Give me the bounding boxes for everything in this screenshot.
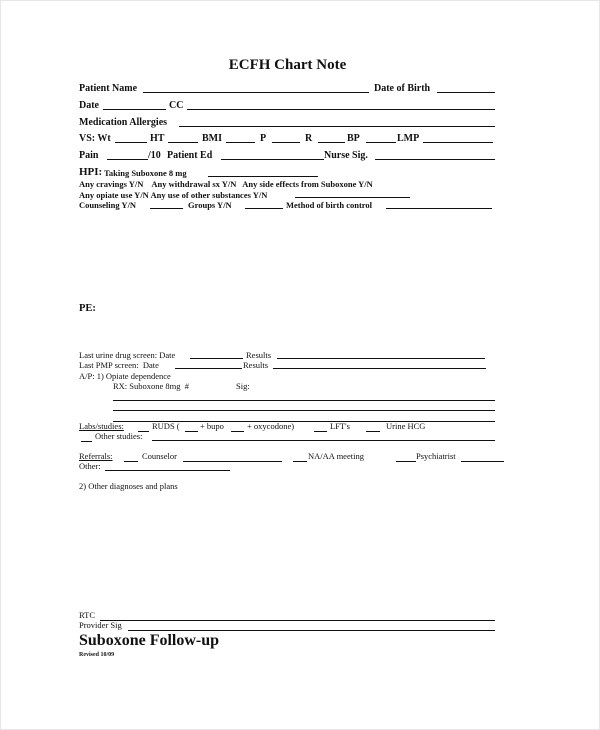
hpi-questions-1: Any cravings Y/N Any withdrawal sx Y/N Any side effects from Suboxone Y/N <box>79 179 373 189</box>
plan-line-2[interactable] <box>113 410 495 411</box>
ht-label: HT <box>150 133 165 144</box>
hcg-label: Urine HCG <box>386 421 426 431</box>
patient-name-field[interactable] <box>143 92 369 93</box>
cc-label: CC <box>169 100 184 111</box>
other-studies-field[interactable] <box>152 440 495 441</box>
allergies-label: Medication Allergies <box>79 117 168 128</box>
lmp-field[interactable] <box>423 142 493 143</box>
urine-date-field[interactable] <box>190 358 243 359</box>
rtc-label: RTC <box>79 610 96 620</box>
psychiatrist-check[interactable] <box>396 461 416 462</box>
labs-label: Labs/studies: <box>79 421 124 431</box>
date-field[interactable] <box>103 109 166 110</box>
provider-sig-label: Provider Sig <box>79 620 122 630</box>
psychiatrist-label: Psychiatrist <box>416 451 456 461</box>
ap-label: A/P: 1) Opiate dependence <box>79 371 171 381</box>
referral-other-field[interactable] <box>105 470 230 471</box>
r-label: R <box>305 133 313 144</box>
pmp-screen-label: Last PMP screen: Date <box>79 360 159 370</box>
patient-name-label: Patient Name <box>79 83 138 94</box>
bp-label: BP <box>347 133 360 144</box>
plan-line-1[interactable] <box>113 400 495 401</box>
hcg-check[interactable] <box>366 431 380 432</box>
p-label: P <box>260 133 267 144</box>
nurse-sig-label: Nurse Sig. <box>324 150 368 161</box>
counselor-field[interactable] <box>183 461 282 462</box>
bmi-field[interactable] <box>226 142 255 143</box>
urine-screen-label: Last urine drug screen: Date <box>79 350 176 360</box>
r-field[interactable] <box>318 142 345 143</box>
counselor-check[interactable] <box>124 461 138 462</box>
groups-label: Groups Y/N <box>188 200 232 210</box>
pmp-results-field[interactable] <box>273 368 486 369</box>
urine-results-field[interactable] <box>277 358 485 359</box>
counselor-label: Counselor <box>142 451 177 461</box>
referrals-label: Referrals: <box>79 451 113 461</box>
counseling-field[interactable] <box>150 208 183 209</box>
groups-field[interactable] <box>245 208 283 209</box>
na-aa-check[interactable] <box>293 461 307 462</box>
pe-label: PE: <box>79 303 96 314</box>
dob-field[interactable] <box>437 92 495 93</box>
cc-field[interactable] <box>187 109 495 110</box>
allergies-field[interactable] <box>179 126 495 127</box>
sig-label: Sig: <box>236 381 250 391</box>
rtc-field[interactable] <box>100 620 495 621</box>
lft-label: LFT's <box>330 421 350 431</box>
other-substances-field[interactable] <box>295 197 410 198</box>
oxycodone-check[interactable] <box>231 431 244 432</box>
wt-field[interactable] <box>115 142 147 143</box>
patient-ed-label: Patient Ed <box>167 150 213 161</box>
hpi-taking-label: Taking Suboxone 8 mg <box>104 168 187 178</box>
other-diagnoses-label: 2) Other diagnoses and plans <box>79 481 178 491</box>
bp-field[interactable] <box>366 142 396 143</box>
other-studies-check[interactable] <box>81 441 92 442</box>
psychiatrist-field[interactable] <box>461 461 504 462</box>
lmp-label: LMP <box>397 133 420 144</box>
counseling-label: Counseling Y/N <box>79 200 137 210</box>
other-studies-label: Other studies: <box>95 431 143 441</box>
ruds-label: RUDS ( <box>152 421 180 431</box>
bmi-label: BMI <box>202 133 222 144</box>
dob-label: Date of Birth <box>374 83 431 94</box>
bupo-label: + bupo <box>200 421 224 431</box>
pain-scale-label: /10 <box>148 150 161 161</box>
pmp-date-field[interactable] <box>175 368 242 369</box>
referral-other-label: Other: <box>79 461 101 471</box>
pmp-results-label: Results <box>243 360 269 370</box>
hpi-label: HPI: <box>79 166 103 178</box>
rx-label: RX: Suboxone 8mg # <box>113 381 190 391</box>
suboxone-dose-field[interactable] <box>208 176 318 177</box>
form-title: Suboxone Follow-up <box>79 632 220 649</box>
bupo-check[interactable] <box>185 431 198 432</box>
lft-check[interactable] <box>314 431 327 432</box>
na-aa-label: NA/AA meeting <box>308 451 364 461</box>
urine-results-label: Results <box>246 350 272 360</box>
wt-label: VS: Wt <box>79 133 111 144</box>
birth-control-field[interactable] <box>386 208 492 209</box>
provider-sig-field[interactable] <box>128 630 495 631</box>
page-title: ECFH Chart Note <box>228 57 347 73</box>
p-field[interactable] <box>272 142 300 143</box>
date-label: Date <box>79 100 99 111</box>
revised-date: Revised 10/09 <box>79 652 115 658</box>
nurse-sig-field[interactable] <box>375 159 495 160</box>
patient-ed-field[interactable] <box>221 159 324 160</box>
ht-field[interactable] <box>168 142 198 143</box>
hpi-questions-2: Any opiate use Y/N Any use of other substances Y/N <box>79 190 268 200</box>
oxycodone-label: + oxycodone) <box>247 421 295 431</box>
birth-control-label: Method of birth control <box>286 200 373 210</box>
pain-label: Pain <box>79 150 99 161</box>
pain-field[interactable] <box>107 159 148 160</box>
